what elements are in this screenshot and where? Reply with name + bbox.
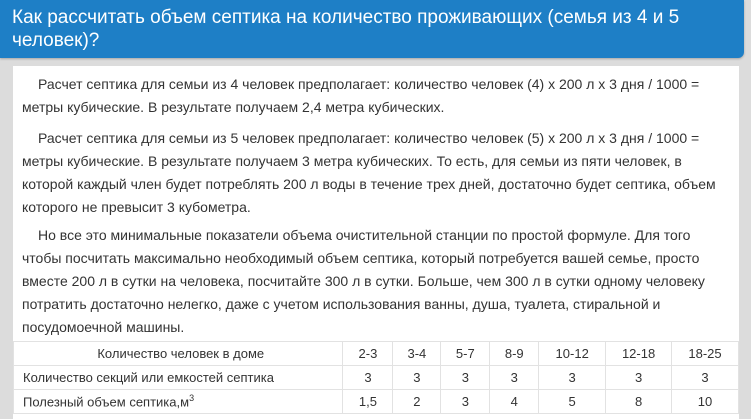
septic-volume-table — [13, 341, 739, 414]
table-cell: 3 — [441, 390, 490, 414]
table-header-cell: 10-12 — [539, 342, 606, 366]
table-cell: 3 — [606, 366, 672, 390]
table-cell: 3 — [343, 366, 393, 390]
table-row — [14, 366, 739, 390]
table-cell: 3 — [672, 366, 739, 390]
table-cell: 3 — [393, 366, 441, 390]
table-header-cell: 18-25 — [672, 342, 739, 366]
page-title: Как рассчитать объем септика на количество проживающих (семья из 4 и 5 человек)? — [12, 7, 680, 51]
table-cell: 2 — [393, 390, 441, 414]
table-header-row — [14, 342, 739, 366]
row-label-text: Полезный объем септика,м — [23, 394, 190, 410]
table-cell: 3 — [539, 366, 606, 390]
row-label: Количество секций или емкостей септика — [14, 366, 343, 390]
table-row — [14, 390, 739, 414]
table-header-cell: 12-18 — [606, 342, 672, 366]
article-header — [0, 0, 744, 58]
row-label — [14, 390, 343, 414]
table-header-cell: 3-4 — [393, 342, 441, 366]
unit-superscript: 3 — [189, 393, 195, 404]
table-header-cell: 5-7 — [441, 342, 490, 366]
article-content — [13, 66, 739, 419]
paragraph: Расчет септика для семьи из 4 человек предполагает: количество человек (4) х 200 л х 3 дня / 1000 = метры кубические. В результате получаем 2,4 метра кубических. — [22, 76, 700, 115]
table-cell: 3 — [441, 366, 490, 390]
table-header-cell: 2-3 — [343, 342, 393, 366]
table-cell: 4 — [490, 390, 539, 414]
paragraph: Но все это минимальные показатели объема очистительной станции по простой формуле. Для того чтобы посчитать максимально необходимый объем септика, который потребуется вашей семье, просто вместе 200 л в сутки на человека, посчитайте 300 л в сутки. Больше, чем 300 л в сутки одному человеку потратить достаточно нелегко, даже с учетом использования ванны, душа, туалета, стиральной и посудомоечной машины. — [22, 227, 705, 335]
table-header-label: Количество человек в доме — [14, 342, 343, 366]
table-header-cell: 8-9 — [490, 342, 539, 366]
table-cell: 3 — [490, 366, 539, 390]
table-cell: 8 — [606, 390, 672, 414]
table-cell: 10 — [672, 390, 739, 414]
table-cell: 5 — [539, 390, 606, 414]
table-cell: 1,5 — [343, 390, 393, 414]
paragraph: Расчет септика для семьи из 5 человек предполагает: количество человек (5) х 200 л х 3 дня / 1000 = метры кубические. В результате получаем 3 метра кубических. То есть, для семьи из пяти человек, в которой каждый член будет потреблять 200 л воды в течение трех дней, достаточно будет септика, объем которого не превысит 3 кубометра. — [22, 130, 716, 215]
